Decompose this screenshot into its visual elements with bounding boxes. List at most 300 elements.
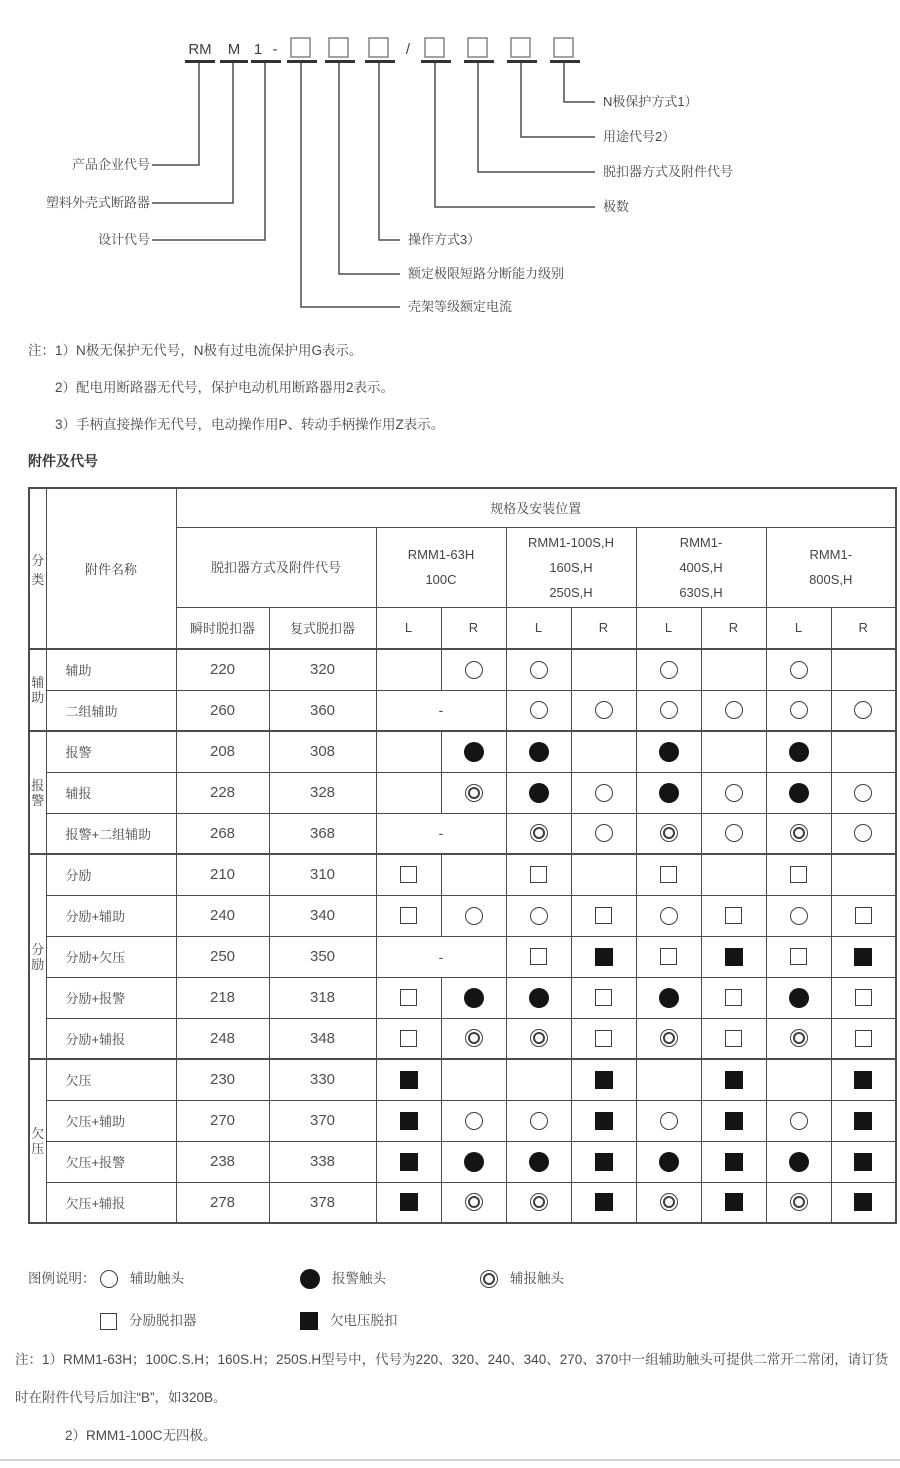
- header-l: L: [376, 607, 441, 649]
- auxiliary-contact-icon: [530, 701, 548, 719]
- auxiliary-contact-icon: [530, 1112, 548, 1130]
- symbol-cell: [831, 1018, 896, 1059]
- accessories-table-wrap: [28, 487, 897, 1224]
- table-row: [29, 1182, 896, 1223]
- alarm-contact-icon: [789, 742, 809, 762]
- shunt-release-icon: [595, 989, 612, 1006]
- shunt-release-icon: [400, 866, 417, 883]
- symbol-cell: [571, 936, 636, 977]
- note-line: 注：1）N极无保护无代号，N极有过电流保护用G表示。: [28, 343, 363, 358]
- aux-alarm-contact-icon: [660, 1193, 678, 1211]
- aux-alarm-contact-icon: [465, 1193, 483, 1211]
- symbol-cell: [441, 895, 506, 936]
- code-cell: 348: [269, 1018, 376, 1059]
- symbol-cell: [506, 977, 571, 1018]
- alarm-contact-icon: [789, 988, 809, 1008]
- alarm-contact-icon: [300, 1269, 320, 1289]
- accessory-name-cell: 分励: [46, 854, 176, 895]
- model-designation-diagram: [0, 0, 900, 332]
- symbol-cell: [441, 1059, 506, 1100]
- header-r: R: [831, 607, 896, 649]
- symbol-cell: [766, 649, 831, 690]
- symbol-cell: [506, 1059, 571, 1100]
- aux-alarm-contact-icon: [790, 1193, 808, 1211]
- shunt-release-icon: [100, 1313, 117, 1330]
- legend-item-text: 报警触头: [332, 1271, 386, 1286]
- symbol-cell: [376, 649, 441, 690]
- undervoltage-release-icon: [725, 948, 743, 966]
- legend-item-shunt-release: [100, 1310, 197, 1332]
- auxiliary-contact-icon: [595, 701, 613, 719]
- code-cell: 318: [269, 977, 376, 1018]
- symbol-cell: [766, 813, 831, 854]
- code-cell: 250: [176, 936, 269, 977]
- symbol-cell: [441, 1141, 506, 1182]
- model-line: 250S,H: [549, 584, 593, 600]
- symbol-cell: [506, 1141, 571, 1182]
- table-row: [29, 1018, 896, 1059]
- symbol-cell: [766, 895, 831, 936]
- auxiliary-contact-icon: [100, 1270, 118, 1288]
- symbol-cell: [506, 1182, 571, 1223]
- symbol-cell: [701, 772, 766, 813]
- auxiliary-contact-icon: [660, 1112, 678, 1130]
- symbol-cell: [636, 1141, 701, 1182]
- shunt-release-icon: [855, 1030, 872, 1047]
- section-title: 附件及代号: [28, 453, 98, 469]
- table-row: [29, 813, 896, 854]
- auxiliary-contact-icon: [790, 701, 808, 719]
- header-instantaneous-release: 瞬时脱扣器: [176, 607, 269, 649]
- symbol-cell: [701, 649, 766, 690]
- undervoltage-release-icon: [595, 1071, 613, 1089]
- header-model-3: [636, 527, 766, 607]
- symbol-cell: [571, 854, 636, 895]
- table-row: [29, 690, 896, 731]
- symbol-cell: [506, 936, 571, 977]
- aux-alarm-contact-icon: [790, 824, 808, 842]
- code-cell: 368: [269, 813, 376, 854]
- header-l: L: [506, 607, 571, 649]
- note-line: 注：1）RMM1-63H；100C.S.H；160S.H；250S.H型号中，代号为220、320、240、340、270、370中一组辅助触头可提供二常开二常闭，请订货时在附件代号后加注“B”，如320B。: [15, 1352, 889, 1405]
- alarm-contact-icon: [659, 988, 679, 1008]
- symbol-cell: [376, 854, 441, 895]
- dash-cell: -: [376, 813, 506, 854]
- legend-item-text: 辅助触头: [130, 1271, 184, 1286]
- symbol-cell: [766, 1018, 831, 1059]
- undervoltage-release-icon: [400, 1153, 418, 1171]
- code-cell: 278: [176, 1182, 269, 1223]
- table-row: [29, 854, 896, 895]
- code-cell: 308: [269, 731, 376, 772]
- undervoltage-release-icon: [854, 1071, 872, 1089]
- undervoltage-release-icon: [595, 948, 613, 966]
- accessory-name-cell: 辅报: [46, 772, 176, 813]
- code-cell: 360: [269, 690, 376, 731]
- undervoltage-release-icon: [300, 1312, 318, 1330]
- symbol-cell: [701, 977, 766, 1018]
- symbol-cell: [506, 813, 571, 854]
- header-compound-release: 复式脱扣器: [269, 607, 376, 649]
- symbol-cell: [636, 895, 701, 936]
- symbol-cell: [831, 1141, 896, 1182]
- accessory-name-cell: 报警: [46, 731, 176, 772]
- model-line: RMM1-: [809, 547, 853, 562]
- model-line: 630S,H: [679, 584, 723, 600]
- symbol-cell: [441, 731, 506, 772]
- auxiliary-contact-icon: [660, 661, 678, 679]
- auxiliary-contact-icon: [725, 824, 743, 842]
- diagram-label-usage-code: 用途代号2）: [603, 129, 676, 144]
- notes-bottom: [15, 1341, 893, 1455]
- symbol-cell: [441, 1100, 506, 1141]
- symbol-cell: [636, 1100, 701, 1141]
- code-cell: 260: [176, 690, 269, 731]
- symbol-cell: [636, 813, 701, 854]
- undervoltage-release-icon: [725, 1193, 743, 1211]
- shunt-release-icon: [790, 948, 807, 965]
- aux-alarm-contact-icon: [660, 824, 678, 842]
- table-row: [29, 772, 896, 813]
- code-cell: 228: [176, 772, 269, 813]
- table-row: [29, 895, 896, 936]
- symbol-cell: [506, 895, 571, 936]
- symbol-cell: [701, 895, 766, 936]
- auxiliary-contact-icon: [854, 784, 872, 802]
- diagram-label-release-code: 脱扣器方式及附件代号: [603, 164, 734, 179]
- symbol-cell: [831, 649, 896, 690]
- code-cell: 218: [176, 977, 269, 1018]
- symbol-cell: [376, 1018, 441, 1059]
- dash-cell: -: [376, 690, 506, 731]
- undervoltage-release-icon: [725, 1112, 743, 1130]
- alarm-contact-icon: [529, 1152, 549, 1172]
- diagram-label-frame-current: 壳架等级额定电流: [408, 299, 513, 314]
- header-r: R: [571, 607, 636, 649]
- note-line: 2）RMM1-100C无四极。: [65, 1428, 217, 1443]
- undervoltage-release-icon: [595, 1153, 613, 1171]
- header-model-1: [376, 527, 506, 607]
- alarm-contact-icon: [464, 1152, 484, 1172]
- symbol-cell: [441, 772, 506, 813]
- undervoltage-release-icon: [400, 1193, 418, 1211]
- undervoltage-release-icon: [725, 1153, 743, 1171]
- alarm-contact-icon: [464, 988, 484, 1008]
- auxiliary-contact-icon: [790, 1112, 808, 1130]
- code-cell: 330: [269, 1059, 376, 1100]
- alarm-contact-icon: [659, 1152, 679, 1172]
- shunt-release-icon: [790, 866, 807, 883]
- code-cell: 208: [176, 731, 269, 772]
- symbol-cell: [701, 854, 766, 895]
- symbol-cell: [831, 1059, 896, 1100]
- accessory-name-cell: 报警+二组辅助: [46, 813, 176, 854]
- symbol-cell: [766, 1059, 831, 1100]
- symbol-cell: [701, 1182, 766, 1223]
- symbol-cell: [831, 1100, 896, 1141]
- diagram-label-company-code: 产品企业代号: [71, 157, 150, 172]
- code-cell: 350: [269, 936, 376, 977]
- symbol-cell: [636, 854, 701, 895]
- symbol-cell: [636, 977, 701, 1018]
- symbol-cell: [506, 772, 571, 813]
- code-cell: 248: [176, 1018, 269, 1059]
- code-cell: 270: [176, 1100, 269, 1141]
- code-cell: 210: [176, 854, 269, 895]
- accessory-name-cell: 欠压+报警: [46, 1141, 176, 1182]
- code-cell: 220: [176, 649, 269, 690]
- header-r: R: [701, 607, 766, 649]
- symbol-cell: [376, 1100, 441, 1141]
- symbol-cell: [831, 731, 896, 772]
- accessory-name-cell: 分励+报警: [46, 977, 176, 1018]
- symbol-cell: [636, 731, 701, 772]
- table-row: [29, 649, 896, 690]
- auxiliary-contact-icon: [725, 701, 743, 719]
- symbol-cell: [441, 1182, 506, 1223]
- symbol-cell: [831, 854, 896, 895]
- shunt-release-icon: [725, 1030, 742, 1047]
- table-row: [29, 1141, 896, 1182]
- undervoltage-release-icon: [400, 1071, 418, 1089]
- symbol-cell: [701, 1100, 766, 1141]
- diagram-label-breaking-capacity: 额定极限短路分断能力级别: [408, 266, 565, 281]
- symbol-cell: [441, 854, 506, 895]
- header-row-1: [29, 488, 896, 527]
- aux-alarm-contact-icon: [530, 1029, 548, 1047]
- symbol-cell: [831, 1182, 896, 1223]
- aux-alarm-contact-icon: [790, 1029, 808, 1047]
- diagram-label-design-code: 设计代号: [97, 232, 150, 247]
- header-r: R: [441, 607, 506, 649]
- header-model-2: [506, 527, 636, 607]
- symbol-cell: [376, 977, 441, 1018]
- shunt-release-icon: [660, 948, 677, 965]
- alarm-contact-icon: [789, 783, 809, 803]
- legend-item-text: 分励脱扣器: [129, 1313, 197, 1328]
- symbol-cell: [376, 1059, 441, 1100]
- table-row: [29, 1100, 896, 1141]
- header-release-title: 脱扣器方式及附件代号: [176, 527, 376, 607]
- symbol-cell: [441, 1018, 506, 1059]
- symbol-cell: [636, 1018, 701, 1059]
- code-cell: 310: [269, 854, 376, 895]
- diagram-label-mccb: 塑料外壳式断路器: [45, 195, 150, 210]
- symbol-cell: [701, 813, 766, 854]
- symbol-cell: [766, 731, 831, 772]
- diagram-label-n-pole: N极保护方式1）: [603, 94, 698, 109]
- code-part-rm: RM: [188, 41, 212, 58]
- alarm-contact-icon: [529, 742, 549, 762]
- header-l: L: [766, 607, 831, 649]
- auxiliary-contact-icon: [660, 701, 678, 719]
- symbol-cell: [831, 936, 896, 977]
- code-cell: 230: [176, 1059, 269, 1100]
- auxiliary-contact-icon: [465, 1112, 483, 1130]
- table-row: [29, 731, 896, 772]
- table-row: [29, 1059, 896, 1100]
- legend-item-text: 欠电压脱扣: [330, 1313, 398, 1328]
- symbol-cell: [701, 1059, 766, 1100]
- model-line: 400S,H: [679, 559, 723, 575]
- undervoltage-release-icon: [854, 1193, 872, 1211]
- diagram-label-operation-mode: 操作方式3）: [408, 232, 481, 247]
- code-cell: 238: [176, 1141, 269, 1182]
- symbol-cell: [636, 1059, 701, 1100]
- alarm-contact-icon: [659, 742, 679, 762]
- table-row: [29, 977, 896, 1018]
- auxiliary-contact-icon: [465, 661, 483, 679]
- code-cell: 340: [269, 895, 376, 936]
- symbol-cell: [571, 1141, 636, 1182]
- category-cell: 欠 压: [29, 1059, 46, 1223]
- aux-alarm-contact-icon: [530, 824, 548, 842]
- alarm-contact-icon: [529, 783, 549, 803]
- code-cell: 320: [269, 649, 376, 690]
- symbol-cell: [831, 895, 896, 936]
- auxiliary-contact-icon: [530, 661, 548, 679]
- auxiliary-contact-icon: [595, 784, 613, 802]
- symbol-cell: [571, 813, 636, 854]
- legend-item-auxiliary-contact: [100, 1268, 184, 1290]
- symbol-cell: [376, 1182, 441, 1223]
- model-line: 800S,H: [809, 572, 853, 587]
- alarm-contact-icon: [659, 783, 679, 803]
- symbol-cell: [636, 936, 701, 977]
- category-cell: 辅 助: [29, 649, 46, 731]
- symbol-cell: [571, 731, 636, 772]
- shunt-release-icon: [725, 907, 742, 924]
- symbol-cell: [376, 772, 441, 813]
- aux-alarm-contact-icon: [480, 1270, 498, 1288]
- shunt-release-icon: [855, 907, 872, 924]
- symbol-cell: [636, 649, 701, 690]
- legend-item-undervoltage-release: [300, 1310, 398, 1332]
- symbol-cell: [571, 690, 636, 731]
- accessory-name-cell: 欠压+辅报: [46, 1182, 176, 1223]
- accessory-name-cell: 分励+辅报: [46, 1018, 176, 1059]
- auxiliary-contact-icon: [790, 907, 808, 925]
- symbol-cell: [506, 1018, 571, 1059]
- symbol-cell: [506, 731, 571, 772]
- aux-alarm-contact-icon: [465, 1029, 483, 1047]
- symbol-cell: [766, 772, 831, 813]
- accessories-table: [28, 487, 897, 1224]
- symbol-cell: [441, 649, 506, 690]
- symbol-cell: [766, 977, 831, 1018]
- notes-top: [28, 339, 444, 450]
- alarm-contact-icon: [789, 1152, 809, 1172]
- symbol-cell: [831, 977, 896, 1018]
- symbol-cell: [571, 1059, 636, 1100]
- code-cell: 328: [269, 772, 376, 813]
- symbol-cell: [376, 731, 441, 772]
- symbol-cell: [571, 895, 636, 936]
- shunt-release-icon: [400, 1030, 417, 1047]
- symbol-cell: [506, 649, 571, 690]
- model-line: RMM1-: [679, 534, 723, 550]
- undervoltage-release-icon: [854, 1153, 872, 1171]
- auxiliary-contact-icon: [854, 701, 872, 719]
- code-cell: 370: [269, 1100, 376, 1141]
- auxiliary-contact-icon: [790, 661, 808, 679]
- undervoltage-release-icon: [725, 1071, 743, 1089]
- symbol-cell: [766, 854, 831, 895]
- aux-alarm-contact-icon: [465, 784, 483, 802]
- undervoltage-release-icon: [854, 948, 872, 966]
- shunt-release-icon: [725, 989, 742, 1006]
- bottom-divider: [0, 1459, 900, 1461]
- symbol-cell: [701, 1018, 766, 1059]
- header-spec-title: 规格及安装位置: [176, 488, 896, 527]
- symbol-cell: [506, 1100, 571, 1141]
- symbol-cell: [636, 772, 701, 813]
- symbol-cell: [701, 731, 766, 772]
- shunt-release-icon: [400, 989, 417, 1006]
- header-accessory-name: 附件名称: [46, 488, 176, 649]
- accessory-name-cell: 分励+欠压: [46, 936, 176, 977]
- code-part-1: 1: [253, 41, 263, 58]
- undervoltage-release-icon: [595, 1112, 613, 1130]
- symbol-cell: [376, 895, 441, 936]
- legend-item-text: 辅报触头: [510, 1271, 564, 1286]
- symbol-cell: [766, 936, 831, 977]
- symbol-cell: [701, 690, 766, 731]
- symbol-cell: [571, 1182, 636, 1223]
- table-row: [29, 936, 896, 977]
- note-line: 3）手柄直接操作无代号，电动操作用P、转动手柄操作用Z表示。: [55, 417, 445, 432]
- symbol-cell: [571, 977, 636, 1018]
- symbol-cell: [571, 649, 636, 690]
- auxiliary-contact-icon: [725, 784, 743, 802]
- symbol-cell: [571, 772, 636, 813]
- model-line: 160S,H: [549, 559, 593, 575]
- accessory-name-cell: 辅助: [46, 649, 176, 690]
- category-cell: 分 励: [29, 854, 46, 1059]
- alarm-contact-icon: [464, 742, 484, 762]
- shunt-release-icon: [660, 866, 677, 883]
- designation-boxes: [291, 38, 573, 57]
- symbol-cell: [766, 1182, 831, 1223]
- code-cell: 338: [269, 1141, 376, 1182]
- auxiliary-contact-icon: [595, 824, 613, 842]
- header-model-4: [766, 527, 896, 607]
- symbol-cell: [831, 772, 896, 813]
- code-part-m: M: [227, 41, 241, 58]
- accessory-name-cell: 分励+辅助: [46, 895, 176, 936]
- symbol-cell: [636, 690, 701, 731]
- symbol-cell: [636, 1182, 701, 1223]
- model-line: RMM1-100S,H: [528, 534, 614, 550]
- model-line: 100C: [425, 572, 457, 587]
- symbol-cell: [766, 1141, 831, 1182]
- symbol-cell: [831, 690, 896, 731]
- undervoltage-release-icon: [595, 1193, 613, 1211]
- symbol-cell: [506, 690, 571, 731]
- category-cell: 报 警: [29, 731, 46, 854]
- symbol-cell: [506, 854, 571, 895]
- symbol-cell: [571, 1018, 636, 1059]
- shunt-release-icon: [530, 948, 547, 965]
- dash-cell: -: [376, 936, 506, 977]
- note-line: 2）配电用断路器无代号，保护电动机用断路器用2表示。: [55, 380, 395, 395]
- model-line: RMM1-63H: [407, 547, 475, 562]
- legend-label: 图例说明：: [28, 1271, 96, 1286]
- accessory-name-cell: 二组辅助: [46, 690, 176, 731]
- legend: [28, 1268, 868, 1348]
- symbol-cell: [766, 1100, 831, 1141]
- symbol-cell: [376, 1141, 441, 1182]
